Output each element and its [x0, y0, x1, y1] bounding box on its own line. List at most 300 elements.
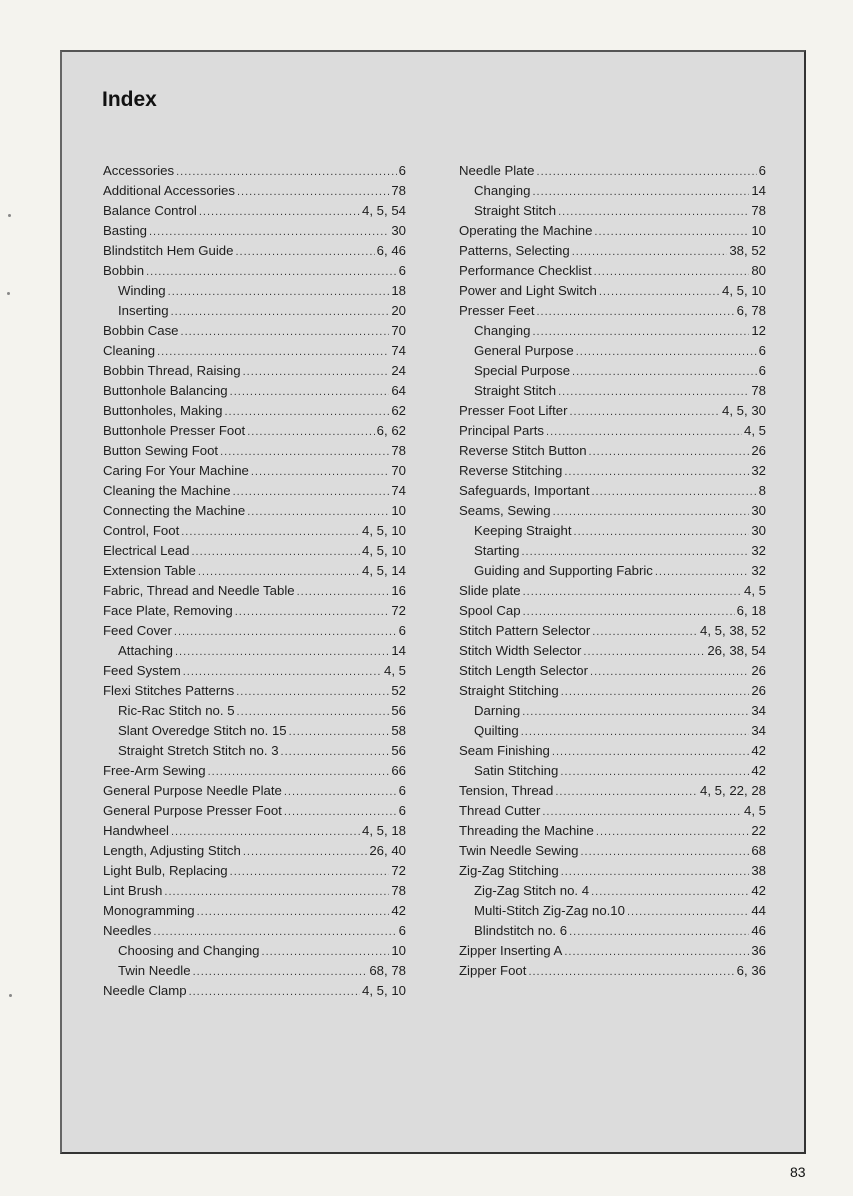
index-entry [459, 941, 766, 961]
entry-pages: 26 [751, 443, 766, 458]
dot-leader [537, 162, 757, 182]
index-entry [103, 981, 406, 1001]
entry-pages: 6 [398, 923, 406, 938]
entry-term: Safeguards, Important [459, 483, 590, 498]
dot-leader [146, 262, 397, 282]
entry-pages: 16 [391, 583, 406, 598]
dot-leader [592, 622, 698, 642]
entry-term: Light Bulb, Replacing [103, 863, 228, 878]
entry-term: Caring For Your Machine [103, 463, 249, 478]
entry-pages: 18 [391, 283, 406, 298]
entry-pages: 4, 5, 54 [362, 203, 406, 218]
dot-leader [149, 222, 389, 242]
index-entry [103, 461, 406, 481]
index-subentry [459, 561, 766, 581]
dot-leader [171, 302, 390, 322]
index-subentry [459, 701, 766, 721]
index-entry [103, 801, 406, 821]
index-entry [459, 841, 766, 861]
index-entry [459, 421, 766, 441]
entry-pages: 4, 5 [744, 803, 766, 818]
entry-term: Zig-Zag Stitch no. 4 [474, 883, 590, 898]
entry-pages: 42 [751, 763, 766, 778]
entry-pages: 38, 52 [729, 243, 766, 258]
entry-term: Flexi Stitches Patterns [103, 683, 235, 698]
entry-term: Slant Overedge Stitch no. 15 [118, 723, 287, 738]
dot-leader [284, 782, 397, 802]
index-entry [103, 241, 406, 261]
dot-leader [522, 702, 749, 722]
dot-leader [542, 802, 742, 822]
index-entry [103, 421, 406, 441]
entry-term: Feed System [103, 663, 181, 678]
dot-leader [572, 362, 757, 382]
entry-pages: 6 [398, 803, 406, 818]
index-entry [459, 821, 766, 841]
entry-pages: 74 [391, 483, 406, 498]
index-subentry [459, 541, 766, 561]
dot-leader [546, 422, 742, 442]
entry-pages: 4, 5, 14 [362, 563, 406, 578]
entry-pages: 4, 5 [744, 583, 766, 598]
dot-leader [168, 282, 390, 302]
entry-pages: 6, 62 [376, 423, 406, 438]
entry-pages: 26 [751, 663, 766, 678]
index-entry [103, 381, 406, 401]
dot-leader [655, 562, 749, 582]
entry-pages: 4, 5, 30 [722, 403, 766, 418]
dot-leader [581, 842, 750, 862]
entry-pages: 6 [758, 363, 766, 378]
entry-term: Satin Stitching [474, 763, 559, 778]
dot-leader [627, 902, 749, 922]
dot-leader [596, 822, 749, 842]
dot-leader [555, 782, 698, 802]
index-subentry [459, 381, 766, 401]
dot-leader [284, 802, 397, 822]
entry-pages: 78 [391, 443, 406, 458]
entry-pages: 4, 5, 10 [722, 283, 766, 298]
entry-pages: 68 [751, 843, 766, 858]
entry-term: Buttonhole Balancing [103, 383, 228, 398]
entry-term: Thread Cutter [459, 803, 541, 818]
dot-leader [523, 582, 742, 602]
entry-term: Zipper Foot [459, 963, 527, 978]
entry-pages: 12 [751, 323, 766, 338]
index-entry [459, 481, 766, 501]
entry-pages: 10 [751, 223, 766, 238]
dot-leader [576, 342, 757, 362]
entry-term: Ric-Rac Stitch no. 5 [118, 703, 235, 718]
index-column-left [103, 161, 406, 1001]
index-subentry [459, 321, 766, 341]
entry-term: Seam Finishing [459, 743, 550, 758]
index-entry [459, 461, 766, 481]
dot-leader [561, 682, 750, 702]
entry-term: Cleaning [103, 343, 156, 358]
dot-leader [569, 922, 749, 942]
dot-leader [553, 502, 750, 522]
dot-leader [235, 242, 374, 262]
entry-term: Changing [474, 183, 531, 198]
index-entry [103, 521, 406, 541]
entry-pages: 10 [391, 943, 406, 958]
dot-leader [532, 322, 749, 342]
entry-term: Button Sewing Foot [103, 443, 219, 458]
entry-term: Changing [474, 323, 531, 338]
entry-pages: 72 [391, 863, 406, 878]
entry-term: Connecting the Machine [103, 503, 246, 518]
dot-leader [599, 282, 720, 302]
entry-term: Feed Cover [103, 623, 172, 638]
index-entry [103, 181, 406, 201]
entry-pages: 66 [391, 763, 406, 778]
entry-pages: 70 [391, 323, 406, 338]
entry-pages: 80 [751, 263, 766, 278]
entry-term: Spool Cap [459, 603, 521, 618]
entry-pages: 70 [391, 463, 406, 478]
dot-leader [289, 722, 390, 742]
dot-leader [153, 922, 396, 942]
dot-leader [233, 482, 390, 502]
entry-term: General Purpose [474, 343, 574, 358]
entry-pages: 6 [398, 263, 406, 278]
entry-pages: 68, 78 [369, 963, 406, 978]
entry-pages: 58 [391, 723, 406, 738]
entry-term: Zipper Inserting A [459, 943, 563, 958]
index-entry [103, 541, 406, 561]
entry-term: Twin Needle [118, 963, 191, 978]
dot-leader [208, 762, 390, 782]
entry-pages: 4, 5 [384, 663, 406, 678]
entry-pages: 30 [751, 503, 766, 518]
entry-pages: 6 [398, 623, 406, 638]
index-column-right [459, 161, 766, 981]
page-speck [8, 214, 11, 217]
dot-leader [523, 602, 735, 622]
index-subentry [459, 881, 766, 901]
index-entry [459, 861, 766, 881]
entry-term: Keeping Straight [474, 523, 572, 538]
entry-term: Attaching [118, 643, 173, 658]
entry-pages: 64 [391, 383, 406, 398]
dot-leader [583, 642, 705, 662]
entry-pages: 42 [391, 903, 406, 918]
entry-term: Stitch Pattern Selector [459, 623, 591, 638]
entry-pages: 78 [751, 203, 766, 218]
dot-leader [521, 722, 750, 742]
entry-pages: 26 [751, 683, 766, 698]
index-entry [459, 781, 766, 801]
entry-term: Bobbin [103, 263, 145, 278]
dot-leader [199, 202, 360, 222]
index-entry [459, 221, 766, 241]
dot-leader [590, 662, 749, 682]
dot-leader [237, 702, 390, 722]
dot-leader [198, 562, 360, 582]
index-entry [103, 921, 406, 941]
dot-leader [594, 262, 750, 282]
dot-leader [558, 202, 749, 222]
entry-term: Stitch Length Selector [459, 663, 589, 678]
entry-term: Cleaning the Machine [103, 483, 231, 498]
index-entry [103, 261, 406, 281]
entry-pages: 32 [751, 543, 766, 558]
entry-term: Straight Stitching [459, 683, 559, 698]
index-entry [103, 761, 406, 781]
page-speck [9, 994, 12, 997]
entry-term: Face Plate, Removing [103, 603, 233, 618]
entry-pages: 4, 5, 10 [362, 983, 406, 998]
entry-pages: 38 [751, 863, 766, 878]
entry-term: Monogramming [103, 903, 195, 918]
dot-leader [192, 542, 361, 562]
dot-leader [193, 962, 368, 982]
index-entry [459, 801, 766, 821]
entry-pages: 20 [391, 303, 406, 318]
entry-term: Free-Arm Sewing [103, 763, 206, 778]
index-subentry [459, 521, 766, 541]
entry-pages: 6 [398, 783, 406, 798]
index-entry [459, 641, 766, 661]
dot-leader [537, 302, 735, 322]
entry-pages: 32 [751, 463, 766, 478]
entry-pages: 24 [391, 363, 406, 378]
dot-leader [251, 462, 389, 482]
index-entry [103, 661, 406, 681]
index-entry [103, 881, 406, 901]
entry-pages: 6, 36 [736, 963, 766, 978]
dot-leader [164, 882, 389, 902]
dot-leader [225, 402, 390, 422]
dot-leader [243, 842, 367, 862]
index-entry [103, 861, 406, 881]
index-entry [459, 601, 766, 621]
entry-term: Principal Parts [459, 423, 545, 438]
entry-term: Choosing and Changing [118, 943, 260, 958]
entry-pages: 32 [751, 563, 766, 578]
entry-term: Electrical Lead [103, 543, 190, 558]
entry-term: General Purpose Needle Plate [103, 783, 282, 798]
entry-term: Needle Clamp [103, 983, 187, 998]
index-entry [103, 781, 406, 801]
dot-leader [230, 382, 390, 402]
index-subentry [459, 721, 766, 741]
index-entry [459, 681, 766, 701]
index-entry [459, 581, 766, 601]
entry-term: Guiding and Supporting Fabric [474, 563, 653, 578]
dot-leader [558, 382, 749, 402]
index-subentry [103, 281, 406, 301]
entry-pages: 46 [751, 923, 766, 938]
index-subentry [103, 741, 406, 761]
entry-pages: 26, 38, 54 [707, 643, 766, 658]
entry-pages: 30 [391, 223, 406, 238]
index-entry [459, 261, 766, 281]
dot-leader [552, 742, 749, 762]
entry-term: Needle Plate [459, 163, 535, 178]
entry-term: Darning [474, 703, 521, 718]
entry-term: Control, Foot [103, 523, 180, 538]
entry-pages: 6, 78 [736, 303, 766, 318]
entry-term: Blindstitch no. 6 [474, 923, 568, 938]
entry-term: Blindstitch Hem Guide [103, 243, 234, 258]
entry-pages: 4, 5, 38, 52 [700, 623, 766, 638]
entry-pages: 42 [751, 743, 766, 758]
dot-leader [220, 442, 389, 462]
entry-term: Special Purpose [474, 363, 571, 378]
index-subentry [103, 641, 406, 661]
index-subentry [103, 941, 406, 961]
entry-pages: 56 [391, 703, 406, 718]
page-number: 83 [790, 1164, 806, 1180]
index-entry [459, 241, 766, 261]
dot-leader [247, 422, 374, 442]
index-entry [459, 501, 766, 521]
dot-leader [235, 602, 390, 622]
entry-term: Bobbin Case [103, 323, 179, 338]
entry-pages: 42 [751, 883, 766, 898]
dot-leader [521, 542, 749, 562]
index-entry [459, 661, 766, 681]
entry-pages: 34 [751, 723, 766, 738]
dot-leader [174, 622, 397, 642]
dot-leader [574, 522, 750, 542]
entry-term: Lint Brush [103, 883, 163, 898]
dot-leader [262, 942, 390, 962]
index-entry [103, 581, 406, 601]
entry-pages: 72 [391, 603, 406, 618]
entry-term: Starting [474, 543, 520, 558]
entry-pages: 6 [398, 163, 406, 178]
entry-pages: 4, 5 [744, 423, 766, 438]
index-subentry [103, 701, 406, 721]
index-entry [103, 361, 406, 381]
entry-term: Accessories [103, 163, 175, 178]
dot-leader [560, 762, 749, 782]
entry-pages: 14 [391, 643, 406, 658]
index-subentry [459, 761, 766, 781]
dot-leader [591, 482, 756, 502]
index-entry [459, 401, 766, 421]
entry-pages: 44 [751, 903, 766, 918]
entry-pages: 4, 5, 22, 28 [700, 783, 766, 798]
entry-pages: 4, 5, 10 [362, 523, 406, 538]
entry-term: Extension Table [103, 563, 196, 578]
index-entry [103, 841, 406, 861]
dot-leader [175, 642, 389, 662]
entry-term: Handwheel [103, 823, 169, 838]
dot-leader [189, 982, 360, 1002]
dot-leader [297, 582, 390, 602]
entry-term: Operating the Machine [459, 223, 593, 238]
index-entry [103, 481, 406, 501]
dot-leader [157, 342, 389, 362]
entry-pages: 78 [391, 883, 406, 898]
index-entry [459, 301, 766, 321]
index-entry [459, 281, 766, 301]
entry-term: Stitch Width Selector [459, 643, 582, 658]
entry-term: Buttonholes, Making [103, 403, 223, 418]
entry-term: Length, Adjusting Stitch [103, 843, 241, 858]
entry-pages: 36 [751, 943, 766, 958]
index-entry [103, 201, 406, 221]
entry-pages: 22 [751, 823, 766, 838]
entry-pages: 78 [751, 383, 766, 398]
dot-leader [171, 822, 360, 842]
entry-pages: 6 [758, 343, 766, 358]
entry-term: Performance Checklist [459, 263, 592, 278]
entry-pages: 4, 5, 10 [362, 543, 406, 558]
entry-term: Quilting [474, 723, 519, 738]
entry-term: Seams, Sewing [459, 503, 551, 518]
index-entry [103, 321, 406, 341]
page-speck [7, 292, 10, 295]
entry-term: Winding [118, 283, 166, 298]
entry-pages: 8 [758, 483, 766, 498]
dot-leader [183, 662, 382, 682]
entry-term: Basting [103, 223, 147, 238]
dot-leader [564, 942, 749, 962]
dot-leader [532, 182, 749, 202]
index-subentry [459, 361, 766, 381]
index-entry [103, 681, 406, 701]
entry-pages: 14 [751, 183, 766, 198]
entry-pages: 4, 5, 18 [362, 823, 406, 838]
dot-leader [281, 742, 390, 762]
index-entry [103, 621, 406, 641]
entry-term: Buttonhole Presser Foot [103, 423, 246, 438]
index-entry [103, 601, 406, 621]
index-subentry [459, 181, 766, 201]
entry-term: Fabric, Thread and Needle Table [103, 583, 295, 598]
index-entry [103, 901, 406, 921]
index-entry [103, 161, 406, 181]
index-subentry [459, 201, 766, 221]
entry-pages: 6, 46 [376, 243, 406, 258]
index-entry [459, 621, 766, 641]
index-entry [459, 441, 766, 461]
dot-leader [564, 462, 749, 482]
entry-pages: 10 [391, 503, 406, 518]
dot-leader [181, 322, 390, 342]
entry-term: Reverse Stitch Button [459, 443, 587, 458]
entry-term: Multi-Stitch Zig-Zag no.10 [474, 903, 625, 918]
entry-term: Slide plate [459, 583, 521, 598]
entry-pages: 6 [758, 163, 766, 178]
entry-term: Twin Needle Sewing [459, 843, 579, 858]
entry-term: Presser Foot Lifter [459, 403, 568, 418]
entry-term: Tension, Thread [459, 783, 554, 798]
entry-term: Balance Control [103, 203, 197, 218]
dot-leader [247, 502, 389, 522]
entry-pages: 34 [751, 703, 766, 718]
entry-term: Straight Stitch [474, 203, 557, 218]
entry-pages: 78 [391, 183, 406, 198]
entry-term: Threading the Machine [459, 823, 594, 838]
index-subentry [103, 721, 406, 741]
index-subentry [103, 961, 406, 981]
dot-leader [230, 862, 390, 882]
index-entry [103, 221, 406, 241]
dot-leader [572, 242, 728, 262]
entry-term: Additional Accessories [103, 183, 235, 198]
dot-leader [181, 522, 360, 542]
entry-term: Needles [103, 923, 152, 938]
entry-pages: 26, 40 [369, 843, 406, 858]
entry-pages: 52 [391, 683, 406, 698]
dot-leader [594, 222, 749, 242]
